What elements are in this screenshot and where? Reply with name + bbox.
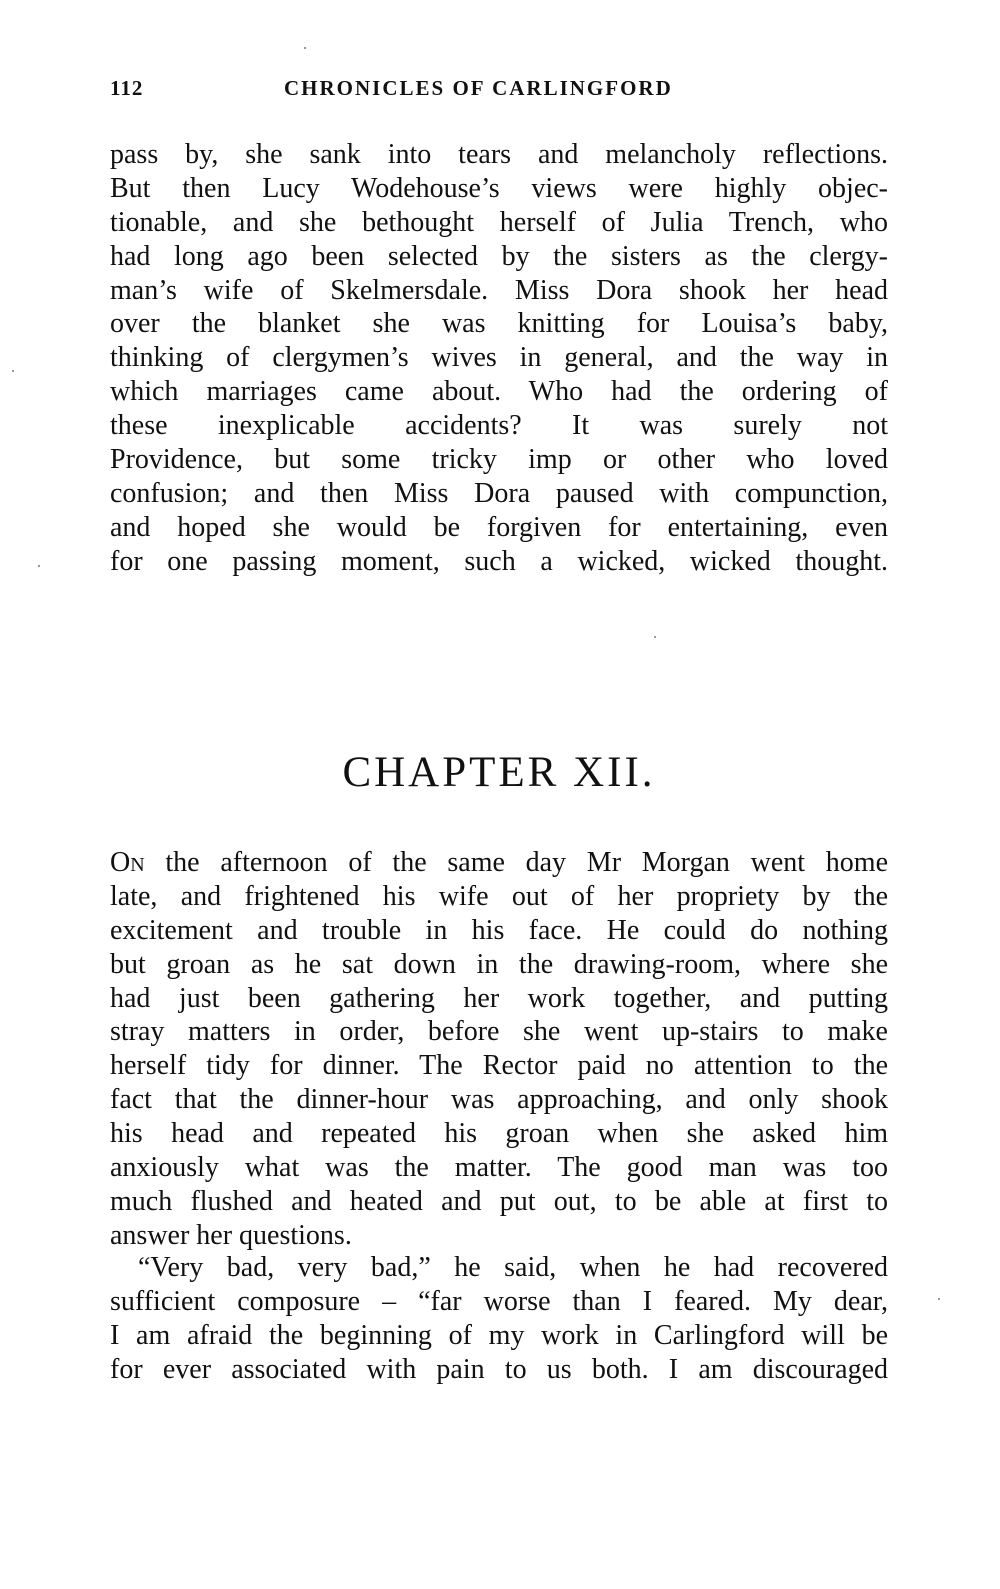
scan-speck	[12, 370, 14, 372]
scan-speck	[38, 565, 40, 567]
text-line: Providence, but some tricky imp or other who loved	[110, 444, 888, 476]
text-line: excitement and trouble in his face. He could do nothing	[110, 914, 888, 946]
text-line-first	[110, 846, 888, 880]
text-line: for one passing moment, such a wicked, wicked thought.	[110, 545, 888, 577]
text-line: confusion; and then Miss Dora paused with compunction,	[110, 477, 888, 509]
text-line: sufficient composure – “far worse than I feared. My dear,	[110, 1285, 888, 1317]
opening-small-caps: On	[110, 847, 145, 878]
text-line: had long ago been selected by the sisters as the clergy-	[110, 240, 888, 272]
text-line: had just been gathering her work together, and putting	[110, 982, 888, 1014]
book-page	[110, 0, 888, 1589]
text-line: answer her questions.	[110, 1219, 352, 1251]
text-line: but groan as he sat down in the drawing-room, where she	[110, 948, 888, 980]
text-line: fact that the dinner-hour was approaching, and only shook	[110, 1084, 888, 1116]
text-line: tionable, and she bethought herself of Julia Trench, who	[110, 206, 888, 238]
running-head	[110, 76, 888, 106]
text-line: I am afraid the beginning of my work in Carlingford will be	[110, 1319, 888, 1351]
chapter-heading: CHAPTER XII.	[342, 749, 656, 796]
text-line: pass by, she sank into tears and melancholy reflections.	[110, 139, 888, 170]
opening-line-rest: the afternoon of the same day Mr Morgan went home	[144, 847, 888, 878]
text-line: stray matters in order, before she went up-stairs to make	[110, 1016, 888, 1048]
text-line: his head and repeated his groan when she asked him	[110, 1118, 888, 1150]
text-line: these inexplicable accidents? It was surely not	[110, 410, 888, 442]
text-line: much flushed and heated and put out, to be able at first to	[110, 1185, 888, 1217]
scan-speck	[304, 47, 306, 49]
text-line: “Very bad, very bad,” he said, when he had recovered	[138, 1252, 888, 1283]
text-line: anxiously what was the matter. The good man was too	[110, 1152, 888, 1184]
text-line: late, and frightened his wife out of her propriety by the	[110, 880, 888, 912]
text-line: But then Lucy Wodehouse’s views were highly objec-	[110, 172, 888, 204]
text-line: over the blanket she was knitting for Louisa’s baby,	[110, 308, 888, 340]
dialogue-paragraph	[110, 1251, 888, 1387]
scan-speck	[654, 636, 656, 638]
text-line: man’s wife of Skelmersdale. Miss Dora shook her head	[110, 274, 888, 306]
scan-speck	[938, 1298, 940, 1300]
text-line: thinking of clergymen’s wives in general, and the way in	[110, 342, 888, 374]
text-line: herself tidy for dinner. The Rector paid no attention to the	[110, 1050, 888, 1082]
text-line: and hoped she would be forgiven for entertaining, even	[110, 511, 888, 543]
paragraph-continued	[110, 138, 888, 579]
chapter-opening-paragraph	[110, 846, 888, 1253]
page-number: 112	[110, 76, 144, 100]
text-line: for ever associated with pain to us both. I am discouraged	[110, 1353, 888, 1385]
running-title: CHRONICLES OF CARLINGFORD	[284, 76, 673, 100]
text-line: which marriages came about. Who had the ordering of	[110, 376, 888, 408]
